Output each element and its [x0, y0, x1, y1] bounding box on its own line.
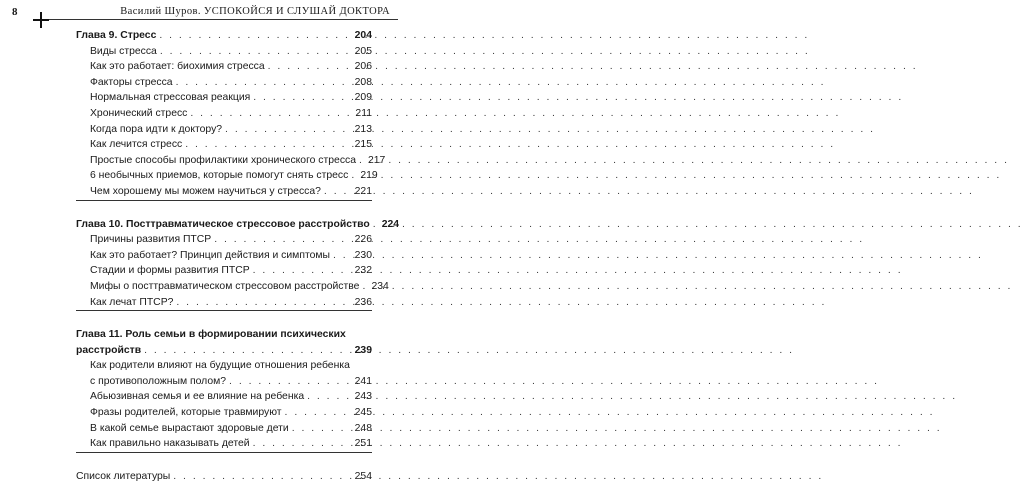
- toc-item-page: 205: [354, 45, 372, 57]
- toc-item-page: 209: [354, 92, 372, 104]
- toc-item[interactable]: [76, 44, 372, 60]
- dot-leader: [229, 374, 352, 390]
- chapter-title: Глава 10. Посттравматическое стрессовое расстройство: [76, 218, 370, 230]
- toc-item[interactable]: [76, 389, 372, 405]
- dot-leader: [324, 184, 352, 200]
- toc-item-line2[interactable]: [76, 374, 372, 390]
- dot-leader: [268, 59, 352, 75]
- toc-item-title: Абьюзивная семья и ее влияние на ребенка: [90, 391, 305, 403]
- toc-item[interactable]: [76, 153, 386, 169]
- page-number: 8: [12, 6, 18, 18]
- toc-item-page: 213: [354, 123, 372, 135]
- toc-item-page: 232: [354, 265, 372, 277]
- toc-item-title: Как лечат ПТСР?: [90, 296, 174, 308]
- toc-item-line1[interactable]: [76, 358, 372, 374]
- chapter-title-line2: расстройств: [76, 344, 142, 356]
- dot-leader: [225, 122, 352, 138]
- toc-item-title: Когда пора идти к доктору?: [90, 123, 223, 135]
- toc-item-title: Как правильно наказывать детей: [90, 438, 250, 450]
- toc-item-page: 215: [354, 139, 372, 151]
- dot-leader: [144, 343, 352, 359]
- dot-leader: [173, 469, 351, 484]
- table-of-contents: [76, 28, 400, 484]
- dot-leader: [176, 75, 352, 91]
- bibliography-entry[interactable]: [76, 469, 372, 484]
- dot-leader: [160, 44, 352, 60]
- chapter-heading-line1[interactable]: [76, 327, 372, 343]
- toc-item-title: Мифы о посттравматическом стрессовом расстройстве: [90, 280, 360, 292]
- toc-item[interactable]: [76, 168, 378, 184]
- chapter-title-line1: Глава 11. Роль семьи в формировании психических: [76, 329, 346, 341]
- toc-item-page: 236: [354, 296, 372, 308]
- toc-item-title: Чем хорошему мы можем научиться у стресса?: [90, 185, 321, 197]
- toc-item-title: Простые способы профилактики хронического стресса: [90, 154, 356, 166]
- toc-item-page: 245: [354, 407, 372, 419]
- dot-leader: [176, 295, 351, 311]
- toc-item[interactable]: [76, 295, 372, 311]
- chapter-heading[interactable]: [76, 28, 372, 44]
- toc-item[interactable]: [76, 137, 372, 153]
- toc-item[interactable]: [76, 232, 372, 248]
- dot-leader: [185, 137, 351, 153]
- dot-leader: [159, 28, 351, 44]
- toc-item-page: 217: [368, 154, 386, 166]
- toc-item-title: Как лечится стресс: [90, 139, 183, 151]
- toc-item-title: Виды стресса: [90, 45, 157, 57]
- toc-item[interactable]: [76, 421, 372, 437]
- toc-item-page: 219: [360, 170, 378, 182]
- toc-item-title: Хронический стресс: [90, 107, 188, 119]
- dot-leader: [307, 389, 352, 405]
- toc-item-page: 211: [355, 107, 372, 119]
- bibliography-title: Список литературы: [76, 470, 171, 482]
- toc-item-page: 230: [354, 249, 372, 261]
- toc-item-page: 226: [354, 234, 372, 246]
- toc-item[interactable]: [76, 106, 372, 122]
- dot-leader: [359, 153, 365, 169]
- toc-item-title: Причины развития ПТСР: [90, 234, 212, 246]
- running-title: Василий Шуров. УСПОКОЙСЯ И СЛУШАЙ ДОКТОРА: [120, 6, 390, 17]
- chapter-page: 224: [381, 218, 400, 230]
- toc-item-title: 6 необычных приемов, которые помогут снять стресс: [90, 170, 349, 182]
- toc-item-title: В какой семье вырастают здоровые дети: [90, 422, 289, 434]
- toc-item-title: Нормальная стрессовая реакция: [90, 92, 251, 104]
- chapter-heading-line2[interactable]: [76, 343, 372, 359]
- toc-item[interactable]: [76, 75, 372, 91]
- dot-leader: [253, 436, 352, 452]
- toc-item[interactable]: [76, 59, 372, 75]
- toc-item[interactable]: [76, 248, 372, 264]
- dot-leader: [362, 279, 368, 295]
- crop-mark-horizontal: [33, 19, 49, 21]
- toc-item[interactable]: [76, 90, 372, 106]
- toc-item-page: 241: [354, 375, 372, 387]
- toc-item-title: Фразы родителей, которые травмируют: [90, 407, 282, 419]
- dot-leader: [285, 405, 352, 421]
- chapter-heading[interactable]: [76, 217, 400, 233]
- toc-item-title: Как это работает: биохимия стресса: [90, 61, 265, 73]
- toc-item[interactable]: [76, 279, 389, 295]
- toc-item[interactable]: [76, 122, 372, 138]
- dot-leader: [253, 263, 352, 279]
- bibliography-page: 254: [354, 470, 372, 482]
- dot-leader: [253, 90, 351, 106]
- toc-item-page: 248: [354, 422, 372, 434]
- toc-item-title-line2: с противоположным полом?: [90, 375, 227, 387]
- dot-leader: [351, 168, 357, 184]
- toc-item-page: 251: [354, 438, 372, 450]
- header-rule: [40, 19, 398, 20]
- dot-leader: [292, 421, 352, 437]
- toc-item[interactable]: [76, 184, 372, 200]
- dot-leader: [214, 232, 351, 248]
- dot-leader: [333, 248, 352, 264]
- toc-item-title-line1: Как родители влияют на будущие отношения ребенка: [90, 360, 350, 372]
- toc-item[interactable]: [76, 405, 372, 421]
- chapter-page: 204: [354, 30, 372, 41]
- toc-item[interactable]: [76, 263, 372, 279]
- chapter-page: 239: [354, 344, 372, 356]
- toc-item-page: 206: [354, 61, 372, 73]
- toc-item-title: Факторы стресса: [90, 76, 173, 88]
- toc-item-page: 243: [354, 391, 372, 403]
- dot-leader: [190, 106, 352, 122]
- chapter-title: Глава 9. Стресс: [76, 30, 157, 41]
- toc-item-title: Стадии и формы развития ПТСР: [90, 265, 250, 277]
- toc-item-title: Как это работает? Принцип действия и симптомы: [90, 249, 330, 261]
- toc-item-page: 208: [354, 76, 372, 88]
- toc-item[interactable]: [76, 436, 372, 452]
- page-header: [0, 0, 420, 22]
- dot-leader: [373, 217, 379, 233]
- toc-item-page: 221: [354, 185, 372, 197]
- toc-item-page: 234: [371, 280, 389, 292]
